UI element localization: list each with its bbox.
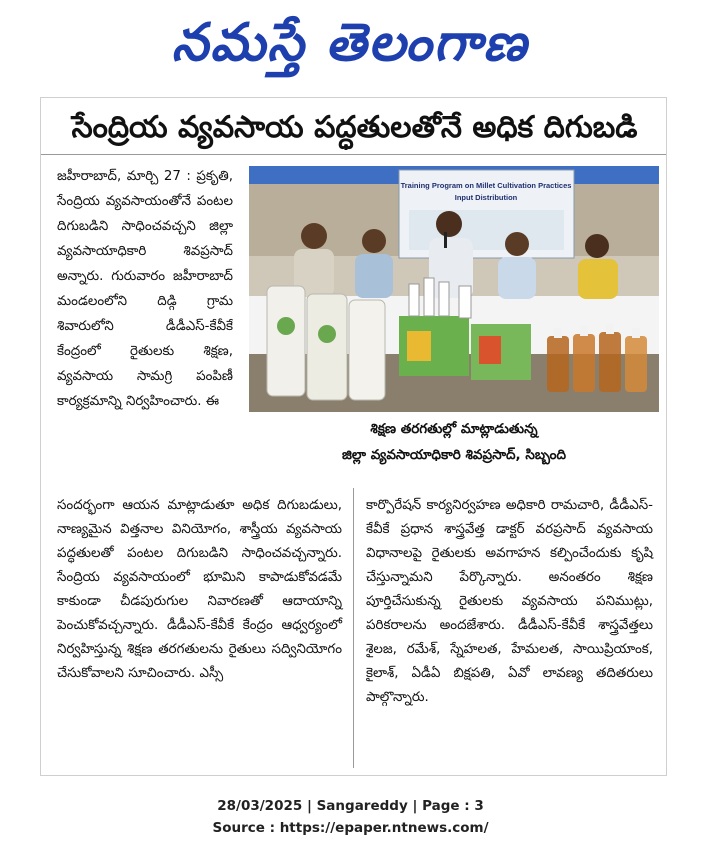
article-headline: సేంద్రియ వ్యవసాయ పద్ధతులతోనే అధిక దిగుబడి (71, 110, 638, 145)
column-divider (353, 488, 354, 768)
caption-line-2: జిల్లా వ్యవసాయాధికారి శివప్రసాద్, సిబ్బంది (342, 447, 566, 463)
footer-source: Source : https://epaper.ntnews.com/ (212, 820, 489, 836)
article-clipping (40, 97, 667, 776)
page-footer (0, 795, 701, 839)
footer-date-edition: 28/03/2025 | Sangareddy | Page : 3 (217, 798, 484, 814)
article-body-column1-bottom: సందర్భంగా ఆయన మాట్లాడుతూ అధిక దిగుబడులు, నాణ్యమైన విత్తనాల వినియోగం, శాస్త్రీయ వ్యవసాయ పద్ధతులతో పంటల దిగుబడిని సాధించవచ్చన్నారు. సేంద్రియ వ్యవసాయంలో భూమిని కాపాడుకోవడమే కాకుండా చీడపురుగుల నివారణతో ఆదాయాన్ని పెంచుకోవచ్చన్నారు. డీడీఎస్-కేవీకే కేంద్రం ఆధ్వర్యంలో నిర్వహిస్తున్న శిక్షణ తరగతులను రైతులు సద్వినియోగం చేసుకోవాలని సూచించారు. ఎస్సీ (57, 498, 342, 681)
banner-text-1: Training Program on Millet Cultivation Practices (400, 181, 572, 190)
article-photo (249, 166, 659, 412)
banner-text-2: Input Distribution (454, 193, 518, 202)
seed-sacks (267, 286, 385, 400)
headline-divider (41, 154, 666, 155)
caption-line-1: శిక్షణ తరగతుల్లో మాట్లాడుతున్న (370, 421, 538, 437)
article-body-column2: కార్పొరేషన్ కార్యనిర్వహణ అధికారి రామచారి, డీడీఎస్-కేవీకే ప్రధాన శాస్త్రవేత్త డాక్టర్ వరప్రసాద్ వ్యవసాయ విధానాలపై రైతులకు అవగాహన కల్పించేందుకు కృషి చేస్తున్నామని పేర్కొన్నారు. అనంతరం శిక్షణ పూర్తిచేసుకున్న రైతులకు వ్యవసాయ పనిముట్లు, పరికరాలను అందజేశారు. డీడీఎస్-కేవీకే శాస్త్రవేత్తలు శైలజ, రమేశ్, స్నేహలత, హేమలత, సాయిప్రియాంక, కైలాశ్, ఏడీఏ బిక్షపతి, ఏవో లావణ్య తదితరులు పాల్గొన్నారు. (366, 498, 653, 705)
article-body-column1-top: జహీరాబాద్, మార్చి 27 : ప్రకృతి, సేంద్రియ వ్యవసాయంతోనే పంటల దిగుబడిని సాధించవచ్చని జిల్లా వ్యవసాయాధికారి శివప్రసాద్ అన్నారు. గురువారం జహీరాబాద్ మండలంలోని దిడ్గి గ్రామ శివారులోని డీడీఎస్-కేవీకే కేంద్రంలో రైతులకు శిక్షణ, వ్యవసాయ సామగ్రి పంపిణీ కార్యక్రమాన్ని నిర్వహించారు. ఈ (57, 169, 233, 409)
newspaper-masthead: నమస్తే తెలంగాణ (171, 12, 529, 73)
photo-illustration (249, 166, 659, 412)
photo-caption (249, 416, 659, 472)
